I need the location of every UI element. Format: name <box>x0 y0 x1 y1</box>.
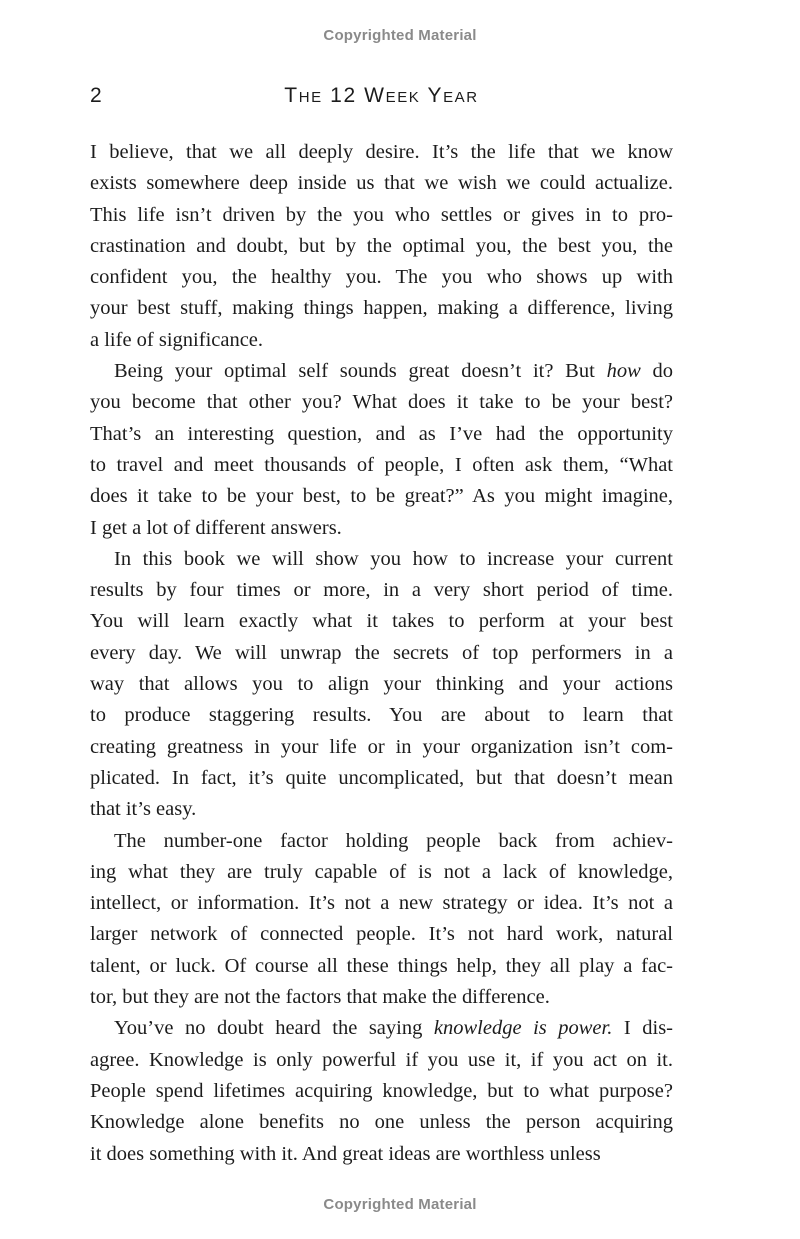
text-line: larger network of connected people. It’s not hard work, natural <box>90 923 673 946</box>
text-line: You will learn exactly what it takes to perform at your best <box>90 610 673 633</box>
text-line: a life of significance. <box>90 328 264 351</box>
text-line: exists somewhere deep inside us that we wish we could actualize. <box>90 172 673 195</box>
text-line: tor, but they are not the factors that make the difference. <box>90 986 550 1009</box>
paragraph <box>90 1013 673 1169</box>
copyright-notice-bottom: Copyrighted Material <box>323 1196 477 1213</box>
text-line: The number-one factor holding people back from achiev- <box>114 829 673 852</box>
page-number: 2 <box>90 84 102 107</box>
text-line: intellect, or information. It’s not a new strategy or idea. It’s not a <box>90 892 673 915</box>
text-line: talent, or luck. Of course all these things help, they all play a fac- <box>90 954 673 977</box>
emphasis-text: knowledge is power. <box>433 1017 613 1040</box>
text-line: plicated. In fact, it’s quite uncomplicated, but that doesn’t mean <box>90 766 673 789</box>
paragraph <box>90 826 673 1014</box>
body-text <box>90 137 673 1170</box>
text-line: agree. Knowledge is only powerful if you use it, if you act on it. <box>90 1048 673 1071</box>
text-line: I believe, that we all deeply desire. It’s the life that we know <box>90 141 673 163</box>
text-line: your best stuff, making things happen, making a difference, living <box>90 297 673 320</box>
text-line: creating greatness in your life or in your organization isn’t com- <box>90 735 673 758</box>
text-line: confident you, the healthy you. The you who shows up with <box>90 266 673 289</box>
text-line: You’ve no doubt heard the saying knowledge is power. I dis- <box>114 1017 674 1040</box>
text-line: does it take to be your best, to be great?” As you might imagine, <box>90 485 673 508</box>
book-title: The 12 Week Year <box>284 84 479 107</box>
text-line: In this book we will show you how to increase your current <box>114 547 673 570</box>
text-line: to produce staggering results. You are about to learn that <box>90 704 673 727</box>
text-line: way that allows you to align your thinking and your actions <box>90 673 673 696</box>
text-line: That’s an interesting question, and as I’ve had the opportunity <box>90 422 673 445</box>
emphasis-text: how <box>606 360 641 383</box>
paragraph <box>90 356 673 544</box>
paragraph <box>90 544 673 826</box>
text-line: it does something with it. And great ideas are worthless unless <box>90 1142 601 1165</box>
running-head <box>90 84 673 112</box>
text-line: I get a lot of different answers. <box>90 516 342 539</box>
text-line: that it’s easy. <box>90 798 197 821</box>
text-line: This life isn’t driven by the you who settles or gives in to pro- <box>90 203 673 226</box>
text-line: results by four times or more, in a very short period of time. <box>90 579 673 602</box>
copyright-notice-top: Copyrighted Material <box>323 27 477 44</box>
text-line: crastination and doubt, but by the optimal you, the best you, the <box>90 234 673 257</box>
text-line: to travel and meet thousands of people, I often ask them, “What <box>90 453 673 476</box>
text-line: Being your optimal self sounds great doesn’t it? But how do <box>114 360 674 383</box>
text-line: every day. We will unwrap the secrets of top performers in a <box>90 641 673 664</box>
text-line: you become that other you? What does it take to be your best? <box>90 391 673 414</box>
text-line: Knowledge alone benefits no one unless the person acquiring <box>90 1111 673 1134</box>
text-line: ing what they are truly capable of is not a lack of knowledge, <box>90 860 673 883</box>
text-line: People spend lifetimes acquiring knowledge, but to what purpose? <box>90 1079 673 1102</box>
paragraph <box>90 137 673 356</box>
